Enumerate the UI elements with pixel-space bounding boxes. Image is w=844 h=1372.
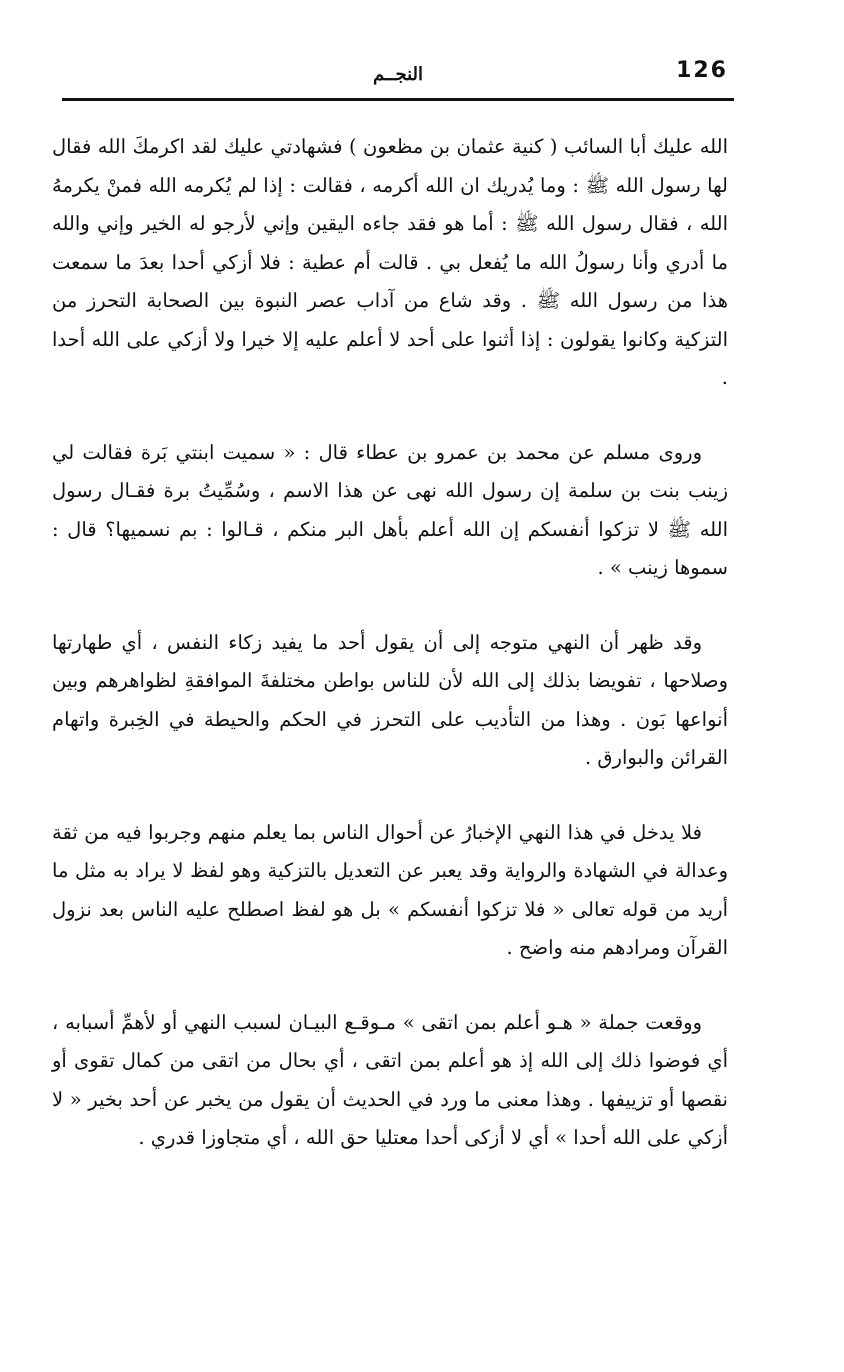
body-text [52, 128, 728, 1194]
paragraph-2: وروى مسلم عن محمد بن عمرو بن عطاء قال : « سميت ابنتي بَرة فقالت لي زينب بنت بن سلمة إن رسول الله نهى عن هذا الاسم ، وسُمِّيتُ برة فقـال رسول الله ﷺ لا تزكوا أنفسكم إن الله أعلم بأهل البر منكم ، قـالوا : بم نسميها؟ قال : سموها زينب » . [52, 440, 728, 579]
page-number: 126 [676, 58, 728, 83]
paragraph-4: فلا يدخل في هذا النهي الإخبارُ عن أحوال الناس بما يعلم منهم وجربوا فيه من ثقة وعدالة في الشهادة والرواية وقد يعبر عن التعديل بالتزكية وهو لفظ لا يراد به مثل ما أريد من قوله تعالى « فلا تزكوا أنفسكم » بل هو لفظ اصطلح عليه الناس بعد نزول القرآن ومرادهم منه واضح . [52, 820, 728, 959]
running-title: النجــم [372, 64, 424, 85]
page-header [62, 58, 734, 101]
paragraph-3: وقد ظهر أن النهي متوجه إلى أن يقول أحد ما يفيد زكاء النفس ، أي طهارتها وصلاحها ، تفويضا بذلك إلى الله لأن للناس بواطن مختلفةَ الموافقةِ لظواهرهم وبين أنواعها بَون . وهذا من التأديب على التحرز في الحكم والحيطة في الخِبرة واتهام القرائن والبوارق . [52, 630, 728, 769]
paragraph-1: الله عليك أبا السائب ( كنية عثمان بن مظعون ) فشهادتي عليك لقد اكرمكَ الله فقال لها رسول الله ﷺ : وما يُدريك ان الله أكرمه ، فقالت : إذا لم يُكرمه الله فمنْ يكرمهُ الله ، فقال رسول الله ﷺ : أما هو فقد جاءه اليقين وإني لأرجو له الخير وإني والله ما أدري وأنا رسولُ الله ما يُفعل بي . قالت أم عطية : فلا أزكي أحدا بعدَ ما سمعت هذا من رسول الله ﷺ . وقد شاع من آداب عصر النبوة بين الصحابة التحرز من التزكية وكانوا يقولون : إذا أثنوا على أحد لا أعلم عليه إلا خيرا ولا أزكي على الله أحدا . [52, 135, 728, 389]
paragraph-5: ووقعت جملة « هـو أعلم بمن اتقى » مـوقـع البيـان لسبب النهي أو لأهمِّ أسبابه ، أي فوضوا ذلك إلى الله إذ هو أعلم بمن اتقى ، أي بحال من اتقى من كمال تقوى أو نقصها أو تزييفها . وهذا معنى ما ورد في الحديث أن يقول من يخبر عن أحد بخير « لا أزكي على الله أحدا » أي لا أزكى أحدا معتليا حق الله ، أي متجاوزا قدري . [52, 1010, 728, 1149]
